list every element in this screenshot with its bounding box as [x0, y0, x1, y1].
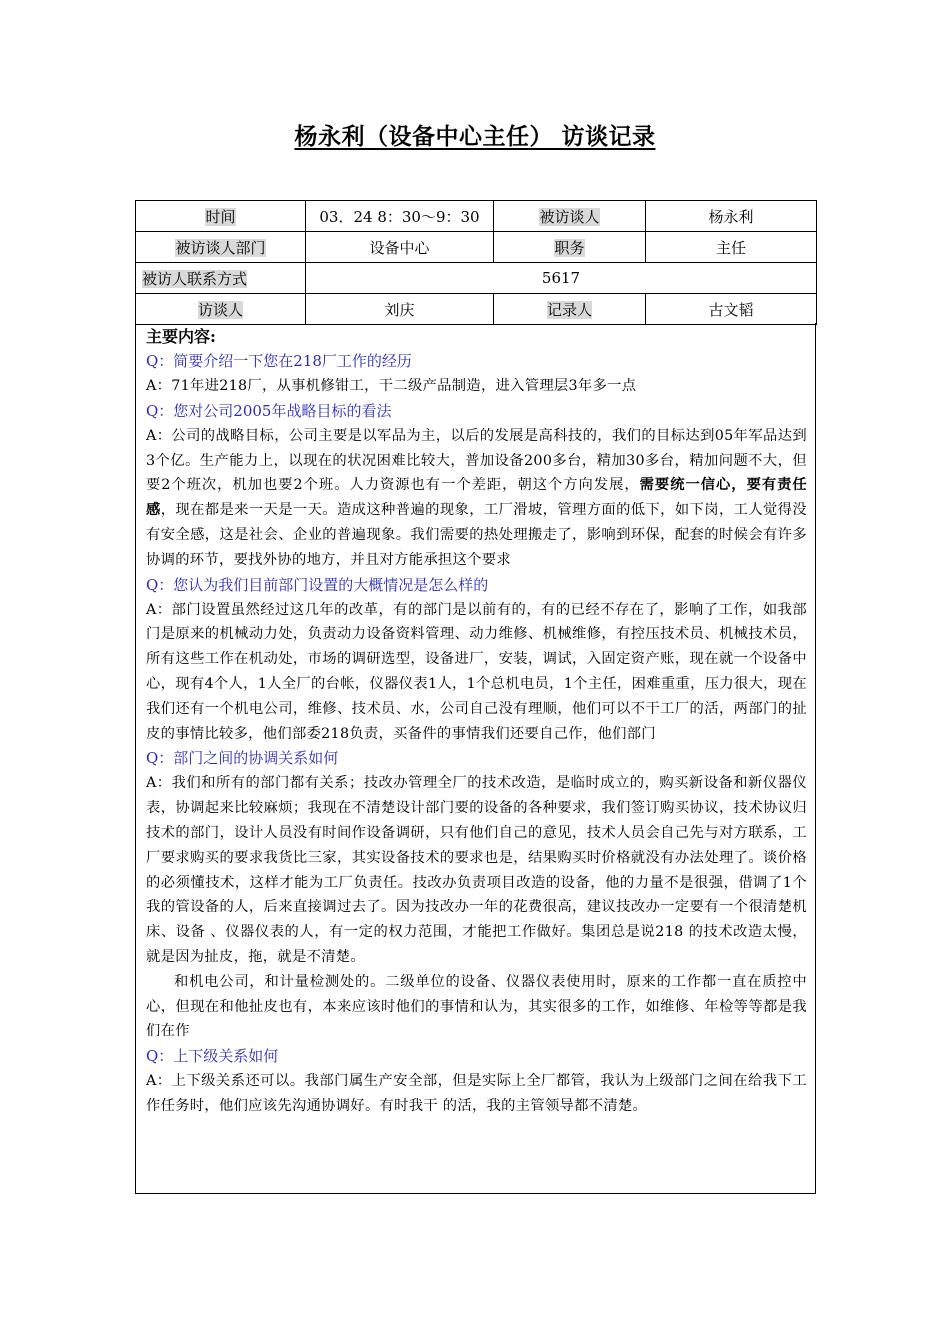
- time-value: 03．24 8：30～9：30: [306, 201, 494, 232]
- dept-label: 被访谈人部门: [175, 238, 266, 257]
- interviewer-label: 访谈人: [197, 300, 243, 319]
- question-5: Q：上下级关系如何: [146, 1047, 279, 1066]
- dept-label-cell: [136, 232, 306, 263]
- info-table: [135, 200, 817, 325]
- page-title: 杨永利（设备中心主任） 访谈记录: [294, 123, 656, 150]
- contact-label: 被访人联系方式: [142, 269, 248, 288]
- contact-label-cell: [136, 263, 306, 294]
- answer-4: A：我们和所有的部门都有关系；技改办管理全厂的技术改造，是临时成立的，购买新设备和新仪器仪表，协调起来比较麻烦；我现在不清楚设计部门要的设备的各种要求，我们签订购买协议，技术协议归技术的部门，设计人员没有时间作设备调研，只有他们自己的意见，技术人员会自己先与对方联系，工厂要求购买的要求我货比三家，其实设备技术的要求也是，结果购买时价格就没有办法处理了。谈价格的必须懂技术，这样才能为工厂负责任。技改办负责项目改造的设备，他的力量不是很强，借调了1个我的管设备的人，后来直接调过去了。因为技改办一年的花费很高，建议技改办一定要有一个很清楚机床、设备 、仪器仪表的人，有一定的权力范围，才能把工作做好。集团总是说218 的技术改造太慢，就是因为扯皮，拖，就是不清楚。: [146, 775, 807, 965]
- answer-3: A：部门设置虽然经过这几年的改革，有的部门是以前有的，有的已经不存在了，影响了工作，如我部门是原来的机械动力处，负责动力设备资料管理、动力维修、机械维修，有控压技术员、机械技术员，所有这些工作在机动处，市场的调研选型，设备进厂，安装，调试，入固定资产账，现在就一个设备中心，现有4个人，1人全厂的台帐，仪器仪表1人，1个总机电员，1个主任，困难重重，压力很大，现在我们还有一个机电公司，维修、技术员、水，公司自己没有理顺，他们可以不干工厂的活，两部门的扯皮的事情比较多，他们部委218负责，买备件的事情我们还要自己作，他们部门: [146, 601, 807, 742]
- interviewee-label-cell: [494, 201, 646, 232]
- answer-1: A：71年进218厂，从事机修钳工，干二级产品制造，进入管理层3年多一点: [146, 378, 637, 394]
- answer-2: [146, 424, 807, 573]
- position-label-cell: [494, 232, 646, 263]
- contact-value: 5617: [306, 263, 817, 294]
- question-4: Q：部门之间的协调关系如何: [146, 749, 339, 768]
- answer-4-continued: 和机电公司，和计量检测处的。二级单位的设备、仪器仪表使用时，原来的工作都一直在质控中心，但现在和他扯皮也有，本来应该时他们的事情和认为，其实很多的工作，如维修、年检等等都是我们在作: [146, 973, 807, 1040]
- answer-2-text: A：公司的战略目标，公司主要是以军品为主，以后的发展是高科技的，我们的目标达到05年军品达到3个亿。生产能力上，以现在的状况困难比较大，普加设备200多台，精加30多台，精加问题不大，但要2个班次，机加也要2个班。人力资源也有一个差距，朝这个方向发展，: [146, 427, 807, 494]
- interviewee-label: 被访谈人: [539, 207, 600, 226]
- recorder-label-cell: [494, 294, 646, 325]
- position-label: 职务: [554, 238, 585, 257]
- recorder-label: 记录人: [546, 300, 592, 319]
- answer-5: A：上下级关系还可以。我部门属生产安全部，但是实际上全厂都管，我认为上级部门之间在给我下工作任务时，他们应该先沟通协调好。有时我干 的活，我的主管领导都不清楚。: [146, 1073, 807, 1114]
- main-content-cell: [135, 323, 816, 1194]
- position-value: 主任: [646, 232, 817, 263]
- question-3: Q：您认为我们目前部门设置的大概情况是怎么样的: [146, 575, 489, 594]
- interviewee-value: 杨永利: [646, 201, 817, 232]
- interviewer-label-cell: [136, 294, 306, 325]
- question-1: Q：简要介绍一下您在218厂工作的经历: [146, 352, 412, 370]
- info-row-interviewer: [136, 294, 817, 325]
- time-label: 时间: [205, 207, 236, 226]
- interviewer-value: 刘庆: [306, 294, 494, 325]
- recorder-value: 古文韬: [646, 294, 817, 325]
- time-label-cell: [136, 201, 306, 232]
- info-row-dept: [136, 232, 817, 263]
- dept-value: 设备中心: [306, 232, 494, 263]
- content-heading: 主要内容:: [146, 327, 216, 346]
- answer-2-text-cont: ，现在都是来一天是一天。造成这种普遍的现象，工厂滑坡，管理方面的低下，如下岗，工人觉得没有安全感，这是社会、企业的普遍现象。我们需要的热处理搬走了，影响到环保，配套的时候会有许多协调的环节，要找外协的地方，并且对方能承担这个要求: [146, 502, 807, 568]
- info-row-time: [136, 201, 817, 232]
- info-row-contact: [136, 263, 817, 294]
- question-2: Q：您对公司2005年战略目标的看法: [146, 401, 392, 420]
- answer-2-emphasis: 需要统一信心，要有责任感: [146, 477, 807, 519]
